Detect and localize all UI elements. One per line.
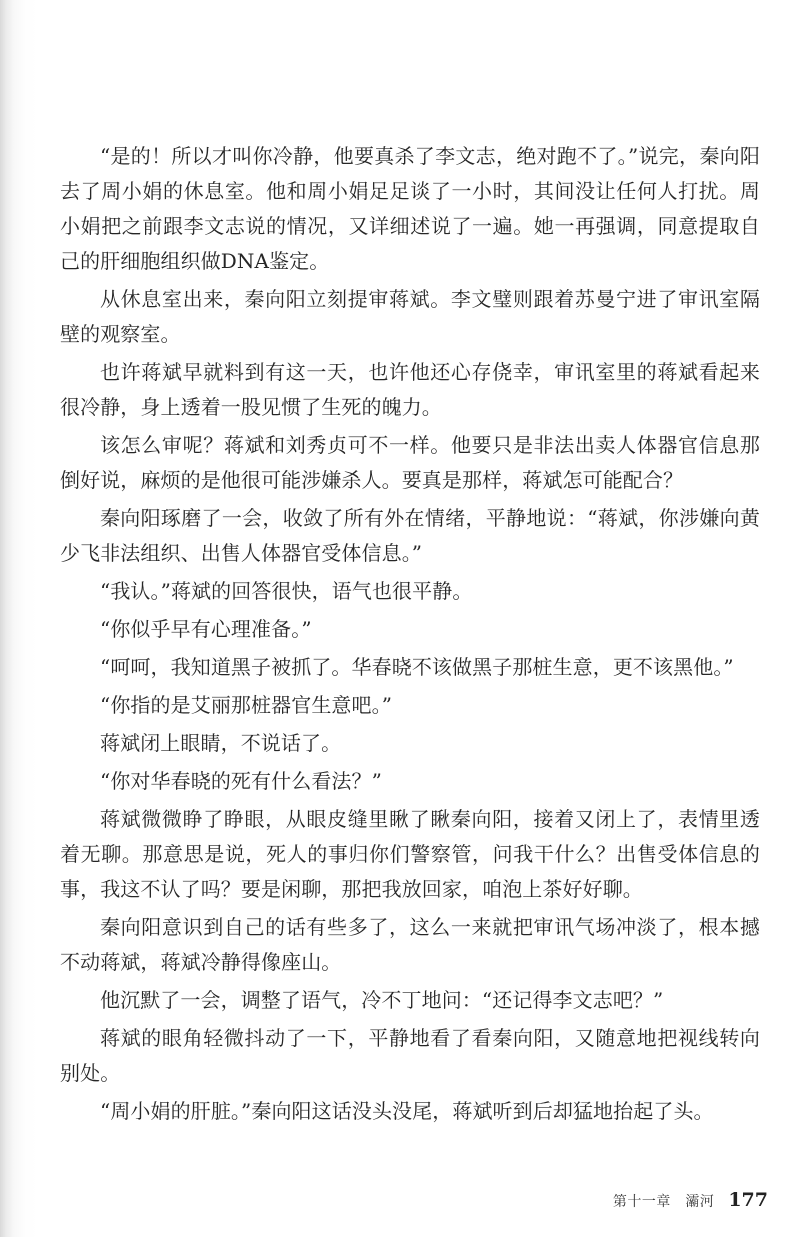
paragraph: “是的！所以才叫你冷静，他要真杀了李文志，绝对跑不了。”说完，秦向阳去了周小娟的休息室。他和周小娟足足谈了一小时，其间没让任何人打扰。周小娟把之前跟李文志说的情况，又详细述说了一遍。她一再强调，同意提取自己的肝细胞组织做DNA鉴定。 — [60, 144, 760, 273]
paragraph: 蒋斌微微睁了睁眼，从眼皮缝里瞅了瞅秦向阳，接着又闭上了，表情里透着无聊。那意思是说，死人的事归你们警察管，问我干什么？出售受体信息的事，我这不认了吗？要是闲聊，那把我放回家，咱泡上茶好好聊。 — [60, 807, 760, 901]
paragraph: 秦向阳意识到自己的话有些多了，这么一来就把审讯气场冲淡了，根本撼不动蒋斌，蒋斌冷静得像座山。 — [60, 915, 760, 974]
paragraph: 也许蒋斌早就料到有这一天，也许他还心存侥幸，审讯室里的蒋斌看起来很冷静，身上透着一股见惯了生死的魄力。 — [60, 360, 760, 419]
paragraph: “你指的是艾丽那桩器官生意吧。” — [100, 693, 393, 717]
paragraph: 秦向阳琢磨了一会，收敛了所有外在情绪，平静地说：“蒋斌，你涉嫌向黄少飞非法组织、出售人体器官受体信息。” — [60, 506, 760, 565]
paragraph: “你对华春晓的死有什么看法？” — [100, 769, 382, 793]
paragraph: 该怎么审呢？蒋斌和刘秀贞可不一样。他要只是非法出卖人体器官信息那倒好说，麻烦的是他很可能涉嫌杀人。要真是那样，蒋斌怎可能配合？ — [60, 433, 760, 492]
paragraph: “我认。”蒋斌的回答很快，语气也很平静。 — [100, 579, 473, 603]
page-footer — [613, 1189, 768, 1217]
chapter-title: 第十一章 灞河 — [612, 1194, 715, 1210]
paragraph: “呵呵，我知道黑子被抓了。华春晓不该做黑子那桩生意，更不该黑他。” — [100, 655, 734, 679]
paragraph: “你似乎早有心理准备。” — [100, 617, 312, 641]
paragraph: 从休息室出来，秦向阳立刻提审蒋斌。李文璧则跟着苏曼宁进了审讯室隔壁的观察室。 — [60, 287, 760, 346]
paragraph: 他沉默了一会，调整了语气，冷不丁地问：“还记得李文志吧？” — [100, 988, 664, 1012]
paragraph: 蒋斌闭上眼睛，不说话了。 — [100, 731, 342, 755]
page-number: 177 — [728, 1189, 768, 1211]
body-text — [60, 139, 760, 1132]
paragraph: “周小娟的肝脏。”秦向阳这话没头没尾，蒋斌听到后却猛地抬起了头。 — [100, 1099, 714, 1123]
paragraph: 蒋斌的眼角轻微抖动了一下，平静地看了看秦向阳，又随意地把视线转向别处。 — [60, 1026, 760, 1085]
